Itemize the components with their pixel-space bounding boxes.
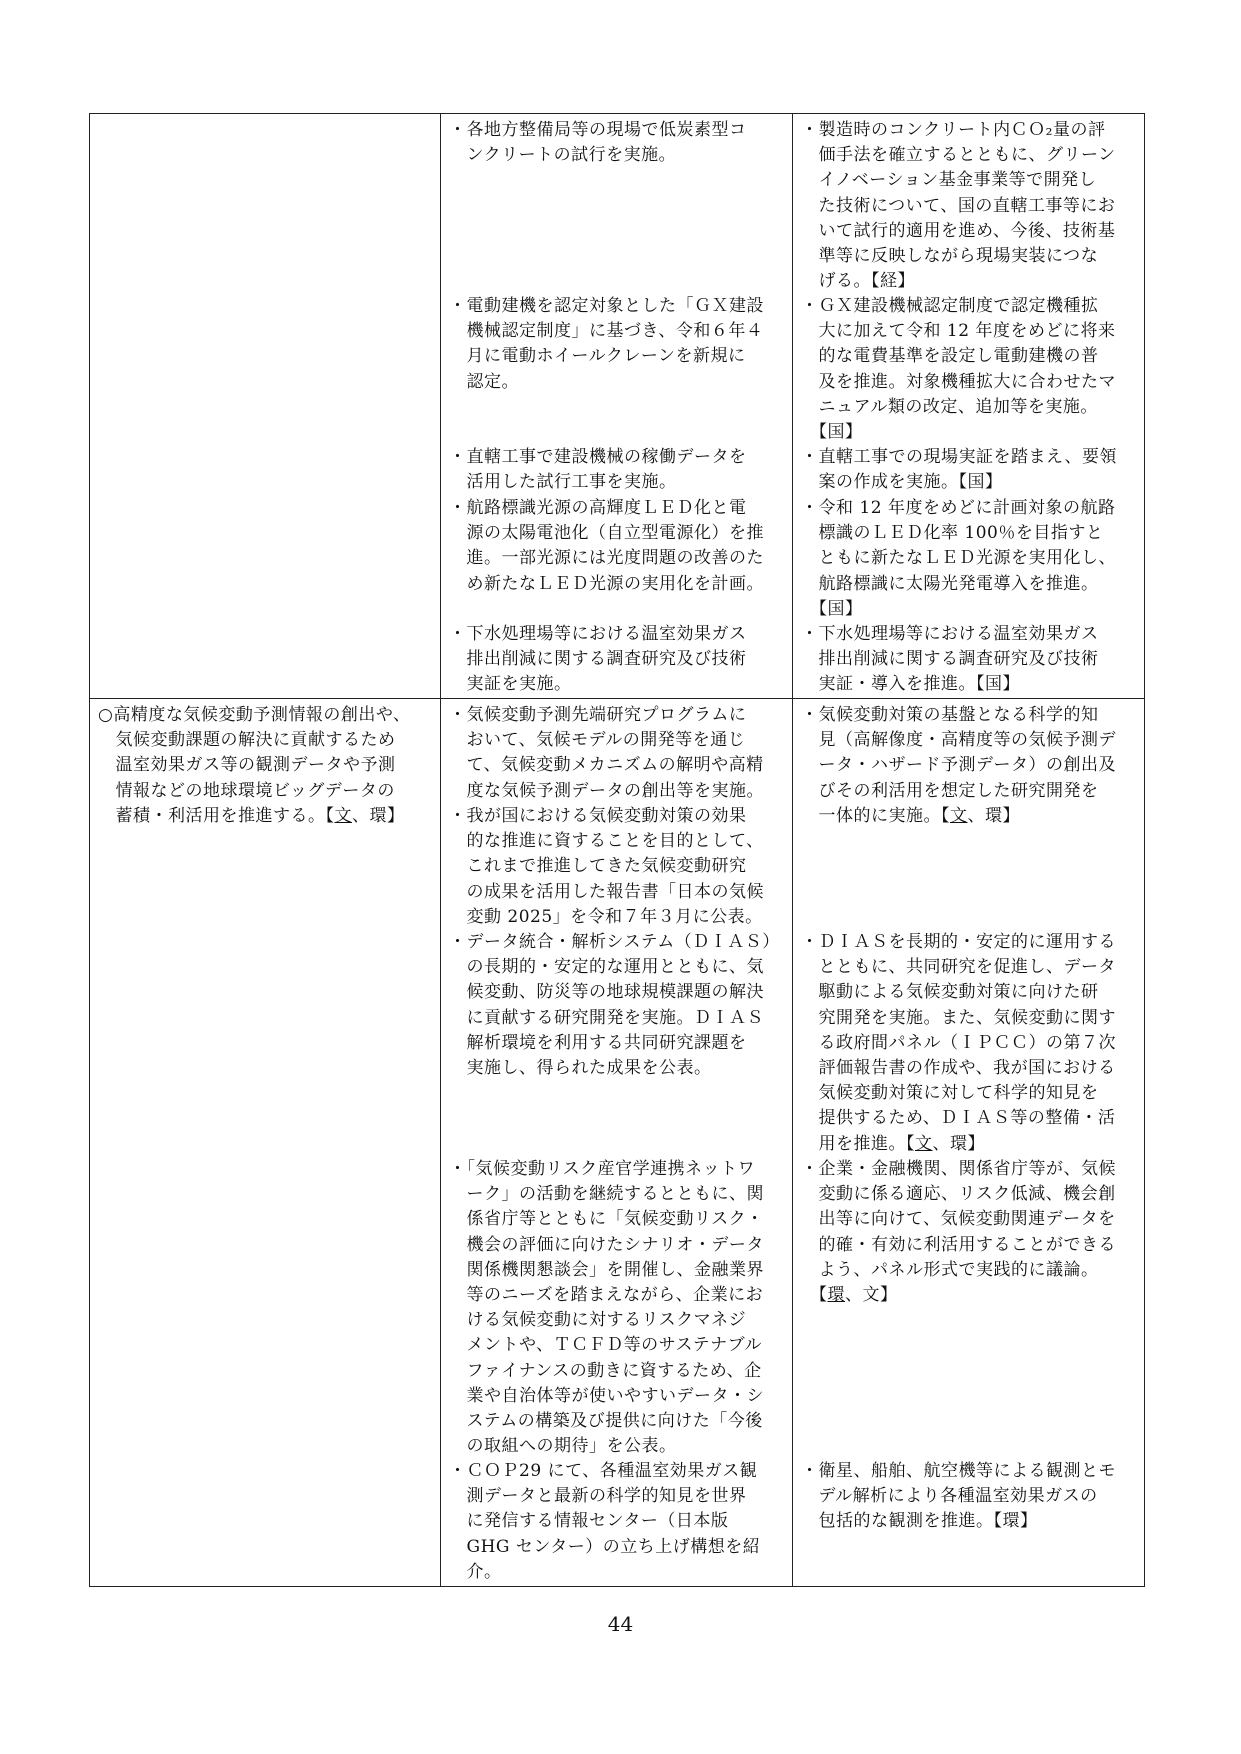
measure-item: ・直轄工事で建設機械の稼働データを 活用した試行工事を実施。 [449, 447, 747, 493]
plans-cell [793, 699, 1145, 1587]
measure-item: ・電動建機を認定対象とした「ＧＸ建設 機械認定制度」に基づき、令和６年４ 月に電動ホイールクレーンを新規に 認定。 [449, 296, 764, 392]
plan-item: ・令和 12 年度をめどに計画対象の航路 標識のＬＥＤ化率 100％を目指すと ともに新たなＬＥＤ光源を実用化し、 航路標識に太陽光発電導入を推進。 【国】 [801, 498, 1116, 619]
plan-item: ・衛星、船舶、航空機等による観測とモ デル解析により各種温室効果ガスの 包括的な観測を推進。【環】 [801, 1461, 1116, 1532]
policy-table [89, 113, 1145, 1587]
measure-item: ・各地方整備局等の現場で低炭素型コ ンクリートの試行を実施。 [449, 120, 747, 166]
measure-item: ・ＣＯＰ29 にて、各種温室効果ガス観 測データと最新の科学的知見を世界 に発信する情報センター（日本版 GHG センター）の立ち上げ構想を紹 介。 [449, 1461, 761, 1582]
page-number: 44 [607, 1612, 634, 1636]
plan-item: ・ＧＸ建設機械認定制度で認定機種拡 大に加えて令和 12 年度をめどに将来 的な電費基準を設定し電動建機の普 及を推進。対象機種拡大に合わせたマ ニュアル類の改定、追加等を実施。 【国】 [801, 296, 1116, 443]
measures-cell [441, 114, 793, 699]
table-row [90, 114, 1145, 699]
plan-item: ・製造時のコンクリート内ＣＯ₂量の評 価手法を確立するとともに、グリーン イノベーション基金事業等で開発し た技術について、国の直轄工事等にお いて試行的適用を進め、今後、技術基 準等に反映しながら現場実装につな げる。【経】 [801, 120, 1116, 292]
plan-item: ・ＤＩＡＳを長期的・安定的に運用する とともに、共同研究を促進し、データ 駆動による気候変動対策に向けた研 究開発を実施。また、気候変動に関す る政府間パネル（ＩＰＣＣ）の第７次 評価報告書の作成や、我が国における 気候変動対策に対して科学的知見を 提供するため、ＤＩＡＳ等の整備・活 用を推進。【文、環】 [801, 932, 1116, 1154]
objective-cell [90, 699, 441, 1587]
measure-item: ・気候変動予測先端研究プログラムに おいて、気候モデルの開発等を通じ て、気候変動メカニズムの解明や高精 度な気候予測データの創出等を実施。 [449, 705, 764, 801]
measure-item: ・我が国における気候変動対策の効果 的な推進に資することを目的として、 これまで推進してきた気候変動研究 の成果を活用した報告書「日本の気候 変動 2025」を令和７年３月に公表。 [449, 806, 764, 927]
plan-item: ・下水処理場等における温室効果ガス 排出削減に関する調査研究及び技術 実証・導入を推進。【国】 [801, 624, 1099, 695]
measure-item: ・データ統合・解析システム（ＤＩＡＳ） の長期的・安定的な運用とともに、気 候変動、防災等の地球規模課題の解決 に貢献する研究開発を実施。ＤＩＡＳ 解析環境を利用する共同研究課題を 実施し、得られた成果を公表。 [449, 932, 780, 1079]
plan-item: ・直轄工事での現場実証を踏まえ、要領 案の作成を実施。【国】 [801, 447, 1118, 493]
objective-cell-empty [90, 114, 441, 699]
measures-cell [441, 699, 793, 1587]
plan-item: ・気候変動対策の基盤となる科学的知 見（高解像度・高精度等の気候予測デ ータ・ハザード予測データ）の創出及 びその利活用を想定した研究開発を 一体的に実施。【文、環】 [801, 705, 1116, 826]
plan-item: ・企業・金融機関、関係省庁等が、気候 変動に係る適応、リスク低減、機会創 出等に向けて、気候変動関連データを 的確・有効に利活用することができる よう、パネル形式で実践的に議論。 【環、文】 [801, 1159, 1116, 1306]
objective-text: ○高精度な気候変動予測情報の創出や、 気候変動課題の解決に貢献するため 温室効果ガス等の観測データや予測 情報などの地球環境ビッグデータの 蓄積・利活用を推進する。【文、環】 [98, 705, 411, 826]
table-row [90, 699, 1145, 1587]
measure-item: ・下水処理場等における温室効果ガス 排出削減に関する調査研究及び技術 実証を実施。 [449, 624, 747, 695]
measure-item: ・航路標識光源の高輝度ＬＥＤ化と電 源の太陽電池化（自立型電源化）を推 進。一部光源には光度問題の改善のた め新たなＬＥＤ光源の実用化を計画。 [449, 498, 764, 594]
plans-cell [793, 114, 1145, 699]
measure-item: ・「気候変動リスク産官学連携ネットワ ーク」の活動を継続するとともに、関 係省庁等とともに「気候変動リスク・ 機会の評価に向けたシナリオ・データ 関係機関懇談会」を開催し、金融業界 等のニーズを踏まえながら、企業にお ける気候変動に対するリスクマネジ メントや、ＴＣＦＤ等のサステナブル ファイナンスの動きに資するため、企 業や自治体等が使いやすいデータ・シ ステムの構築及び提供に向けた「今後 の取組への期待」を公表。 [449, 1159, 764, 1457]
